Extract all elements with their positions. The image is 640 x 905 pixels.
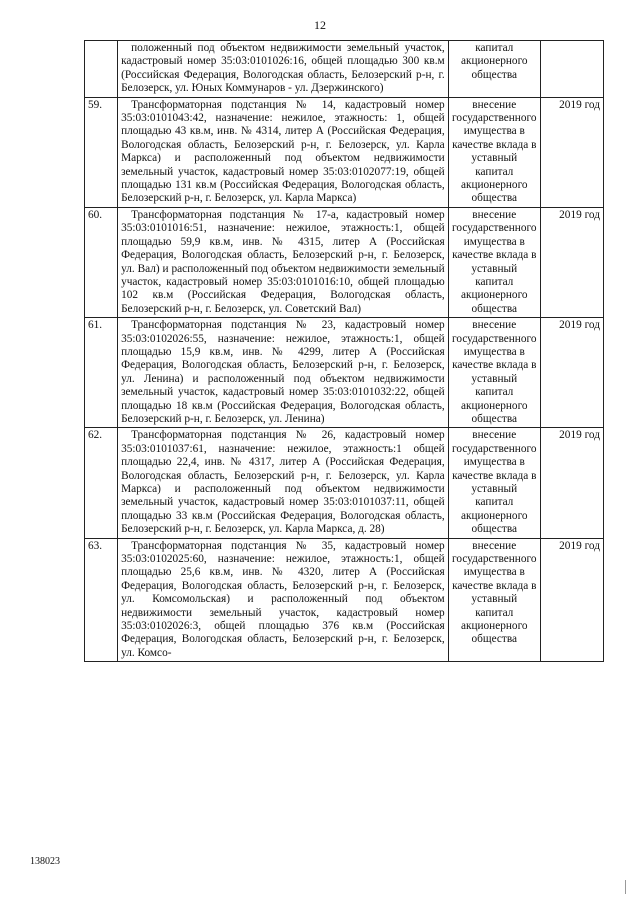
table-row <box>85 318 604 428</box>
transfer-year: 2019 год <box>540 318 603 428</box>
row-number: 62. <box>85 428 118 538</box>
property-description: Трансформаторная подстанция № 14, кадастровый номер 35:03:0101043:42, назначение: нежилое, этажность: 1, общей площадью 43 кв.м, инв. № 4314, литер А (Российская Федерация, Вологодская область, Белозерский р-н, г. Белозерск, ул. Карла Маркса) и расположенный под объектом недвижимости земельный участок, кадастровый номер 35:03:0102077:19, общей площадью 131 кв.м (Российская Федерация, Вологодская область, Белозерский р-н, г. Белозерск, ул. Карла Маркса) <box>118 97 449 207</box>
row-number: 63. <box>85 538 118 662</box>
row-number <box>85 41 118 98</box>
transfer-year: 2019 год <box>540 428 603 538</box>
property-description: Трансформаторная подстанция № 26, кадастровый номер 35:03:0101037:61, назначение: нежилое, этажность:1 общей площадью 22,4, инв. № 4317, литер А (Российская Федерация, Вологодская область, Белозерский р-н, г. Белозерск, ул. Карла Маркса) и расположенный под объектом недвижимости земельный участок, кадастровый номер 35:03:0101037:11, общей площадью 33 кв.м (Российская Федерация, Вологодская область, Белозерский р-н, г. Белозерск, ул. Карла Маркса, д. 28) <box>118 428 449 538</box>
transfer-year: 2019 год <box>540 538 603 662</box>
document-code: 138023 <box>30 856 60 867</box>
row-number: 61. <box>85 318 118 428</box>
table-row <box>85 538 604 662</box>
transfer-year <box>540 41 603 98</box>
scan-margin-mark <box>625 880 626 894</box>
property-description: Трансформаторная подстанция № 35, кадастровый номер 35:03:0102025:60, назначение: нежилое, этажность:1, общей площадью 25,6 кв.м, инв. № 4320, литер А (Российская Федерация, Вологодская область, Белозерский р-н, г. Белозерск, ул. Комсомольская) и расположенный под объектом недвижимости земельный участок, кадастровый номер 35:03:0102026:3, общей площадью 376 кв.м (Российская Федерация, Вологодская область, Белозерский р-н, г. Белозерск, ул. Комсо- <box>118 538 449 662</box>
transfer-basis: внесение государственного имущества в качестве вклада в уставный капитал акционерного общества <box>448 97 540 207</box>
table-row <box>85 97 604 207</box>
transfer-basis: внесение государственного имущества в качестве вклада в уставный капитал акционерного общества <box>448 428 540 538</box>
property-description: Трансформаторная подстанция № 23, кадастровый номер 35:03:0102026:55, назначение: нежилое, этажность:1, общей площадью 15,9 кв.м, инв. № 4299, литер А (Российская Федерация, Вологодская область, Белозерский р-н, г. Белозерск, ул. Ленина) и расположенный под объектом недвижимости земельный участок, кадастровый номер 35:03:0101032:22, общей площадью 18 кв.м (Российская Федерация, Вологодская область, Белозерский р-н, г. Белозерск, ул. Ленина) <box>118 318 449 428</box>
row-number: 60. <box>85 207 118 317</box>
table-row <box>85 41 604 98</box>
transfer-basis: внесение государственного имущества в качестве вклада в уставный капитал акционерного общества <box>448 207 540 317</box>
transfer-basis: внесение государственного имущества в качестве вклада в уставный капитал акционерного общества <box>448 538 540 662</box>
table-row <box>85 428 604 538</box>
row-number: 59. <box>85 97 118 207</box>
transfer-year: 2019 год <box>540 207 603 317</box>
transfer-basis: внесение государственного имущества в качестве вклада в уставный капитал акционерного общества <box>448 318 540 428</box>
page-number: 12 <box>314 18 326 32</box>
property-description: Трансформаторная подстанция № 17-а, кадастровый номер 35:03:0101016:51, назначение: нежилое, этажность:1, общей площадью 59,9 кв.м, инв. № 4315, литер А (Российская Федерация, Вологодская область, Белозерский р-н, г. Белозерск, ул. Вал) и расположенный под объектом недвижимости земельный участок, кадастровый номер 35:03:0101016:10, общей площадью 102 кв.м (Российская Федерация, Вологодская область, Белозерский р-н, г. Белозерск, ул. Советский Вал) <box>118 207 449 317</box>
table-row <box>85 207 604 317</box>
transfer-year: 2019 год <box>540 97 603 207</box>
property-registry-table <box>84 40 604 662</box>
transfer-basis: капитал акционерного общества <box>448 41 540 98</box>
property-description: положенный под объектом недвижимости земельный участок, кадастровый номер 35:03:0101026:16, общей площадью 300 кв.м (Российская Федерация, Вологодская область, Белозерский р-н, г. Белозерск, ул. Юных Коммунаров - ул. Дзержинского) <box>118 41 449 98</box>
